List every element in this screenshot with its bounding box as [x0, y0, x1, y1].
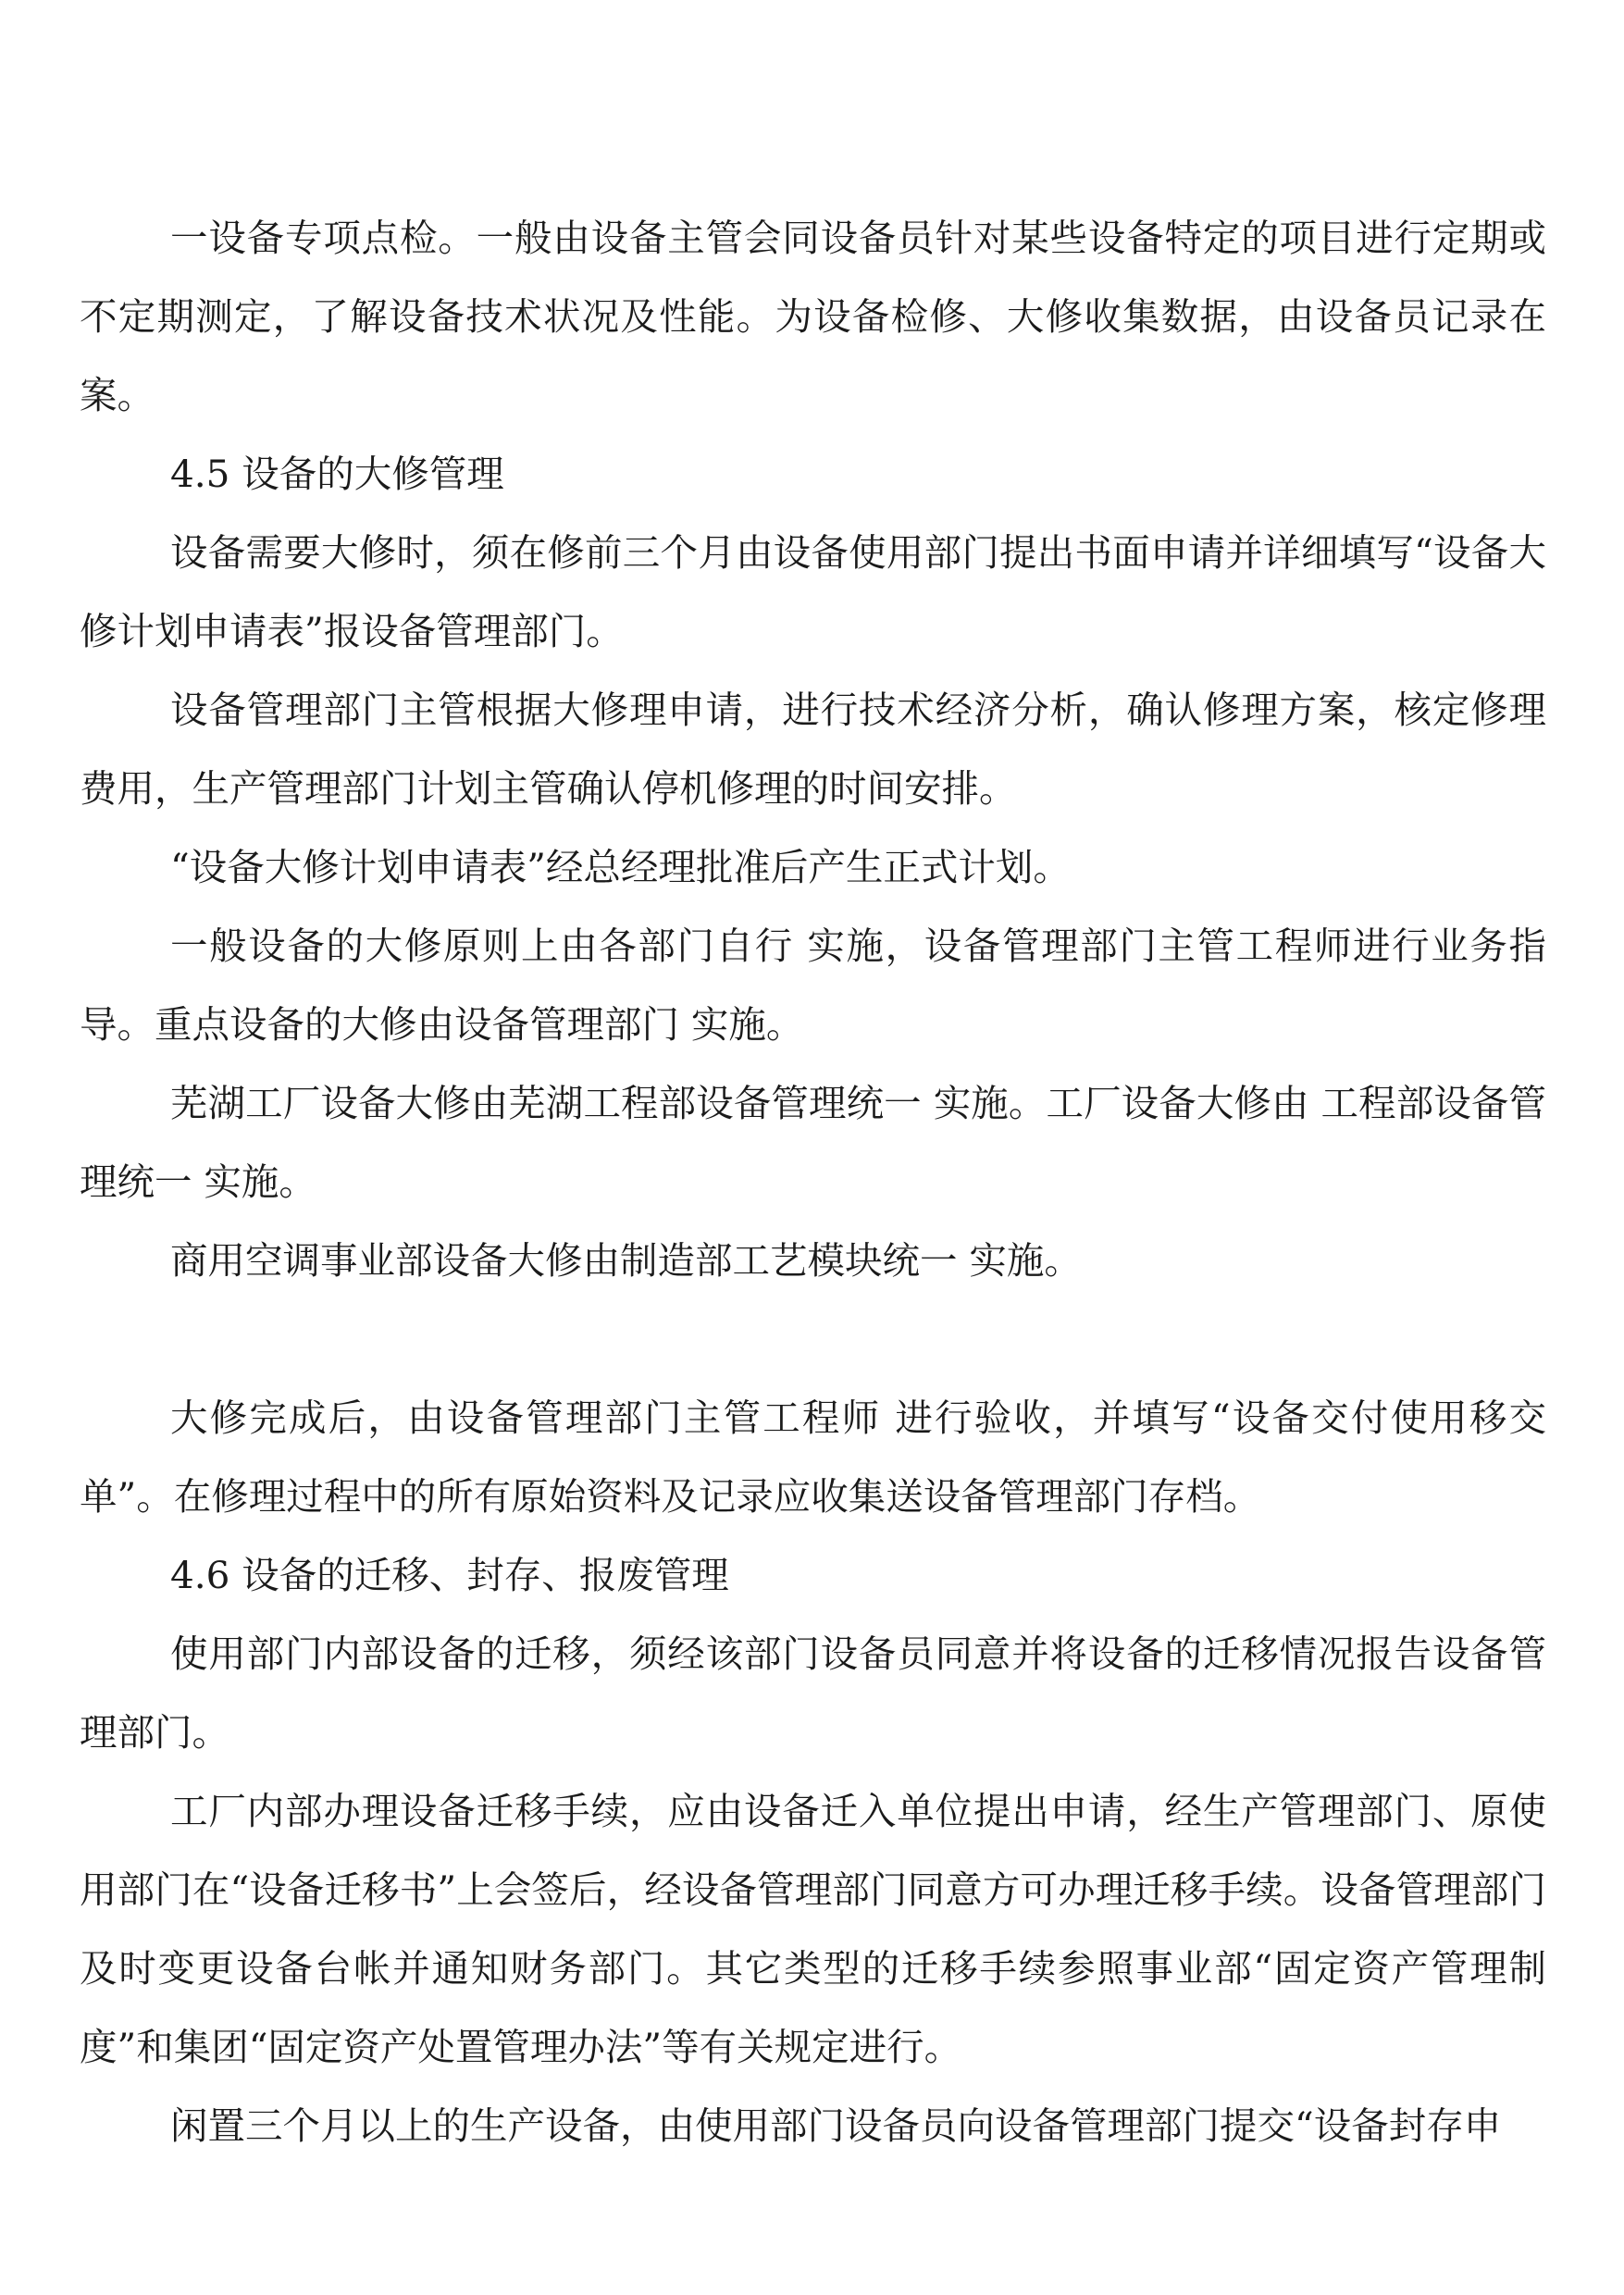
section-heading-overhaul: 4.5 设备的大修管理	[170, 452, 504, 496]
paragraph-factory-relocation: 工厂内部办理设备迁移手续，应由设备迁入单位提出申请，经生产管理部门、原使用部门在“设备迁移书”上会签后，经设备管理部门同意方可办理迁移手续。设备管理部门及时变更设备台帐并通知财务部门。其它类型的迁移手续参照事业部“固定资产管理制度”和集团“固定资产处置管理办法”等有关规定进行。	[80, 1789, 1546, 2069]
paragraph-idle-equipment: 闲置三个月以上的生产设备，由使用部门设备员向设备管理部门提交“设备封存申	[170, 2103, 1502, 2148]
paragraph-overhaul-application: 设备需要大修时，须在修前三个月由设备使用部门提出书面申请并详细填写“设备大修计划申请表”报设备管理部门。	[80, 530, 1546, 653]
paragraph-wuhu-factory: 芜湖工厂设备大修由芜湖工程部设备管理统一 实施。工厂设备大修由 工程部设备管理统一 实施。	[80, 1081, 1546, 1204]
paragraph-commercial-ac: 商用空调事业部设备大修由制造部工艺模块统一 实施。	[170, 1238, 1082, 1283]
paragraph-spot-inspection: 一设备专项点检。一般由设备主管会同设备员针对某些设备特定的项目进行定期或不定期测定，了解设备技术状况及性能。为设备检修、大修收集数据，由设备员记录在案。	[80, 216, 1546, 417]
paragraph-overhaul-approval: “设备大修计划申请表”经总经理批准后产生正式计划。	[170, 845, 1071, 889]
paragraph-overhaul-execution: 一般设备的大修原则上由各部门自行 实施，设备管理部门主管工程师进行业务指导。重点设备的大修由设备管理部门 实施。	[80, 924, 1546, 1047]
section-heading-relocation: 4.6 设备的迁移、封存、报废管理	[170, 1553, 729, 1597]
paragraph-overhaul-acceptance: 大修完成后，由设备管理部门主管工程师 进行验收，并填写“设备交付使用移交单”。在修理过程中的所有原始资料及记录应收集送设备管理部门存档。	[80, 1396, 1546, 1519]
paragraph-overhaul-analysis: 设备管理部门主管根据大修理申请，进行技术经济分析，确认修理方案，核定修理费用，生产管理部门计划主管确认停机修理的时间安排。	[80, 688, 1546, 811]
document-page	[80, 199, 1546, 2165]
paragraph-internal-relocation: 使用部门内部设备的迁移，须经该部门设备员同意并将设备的迁移情况报告设备管理部门。	[80, 1631, 1546, 1755]
